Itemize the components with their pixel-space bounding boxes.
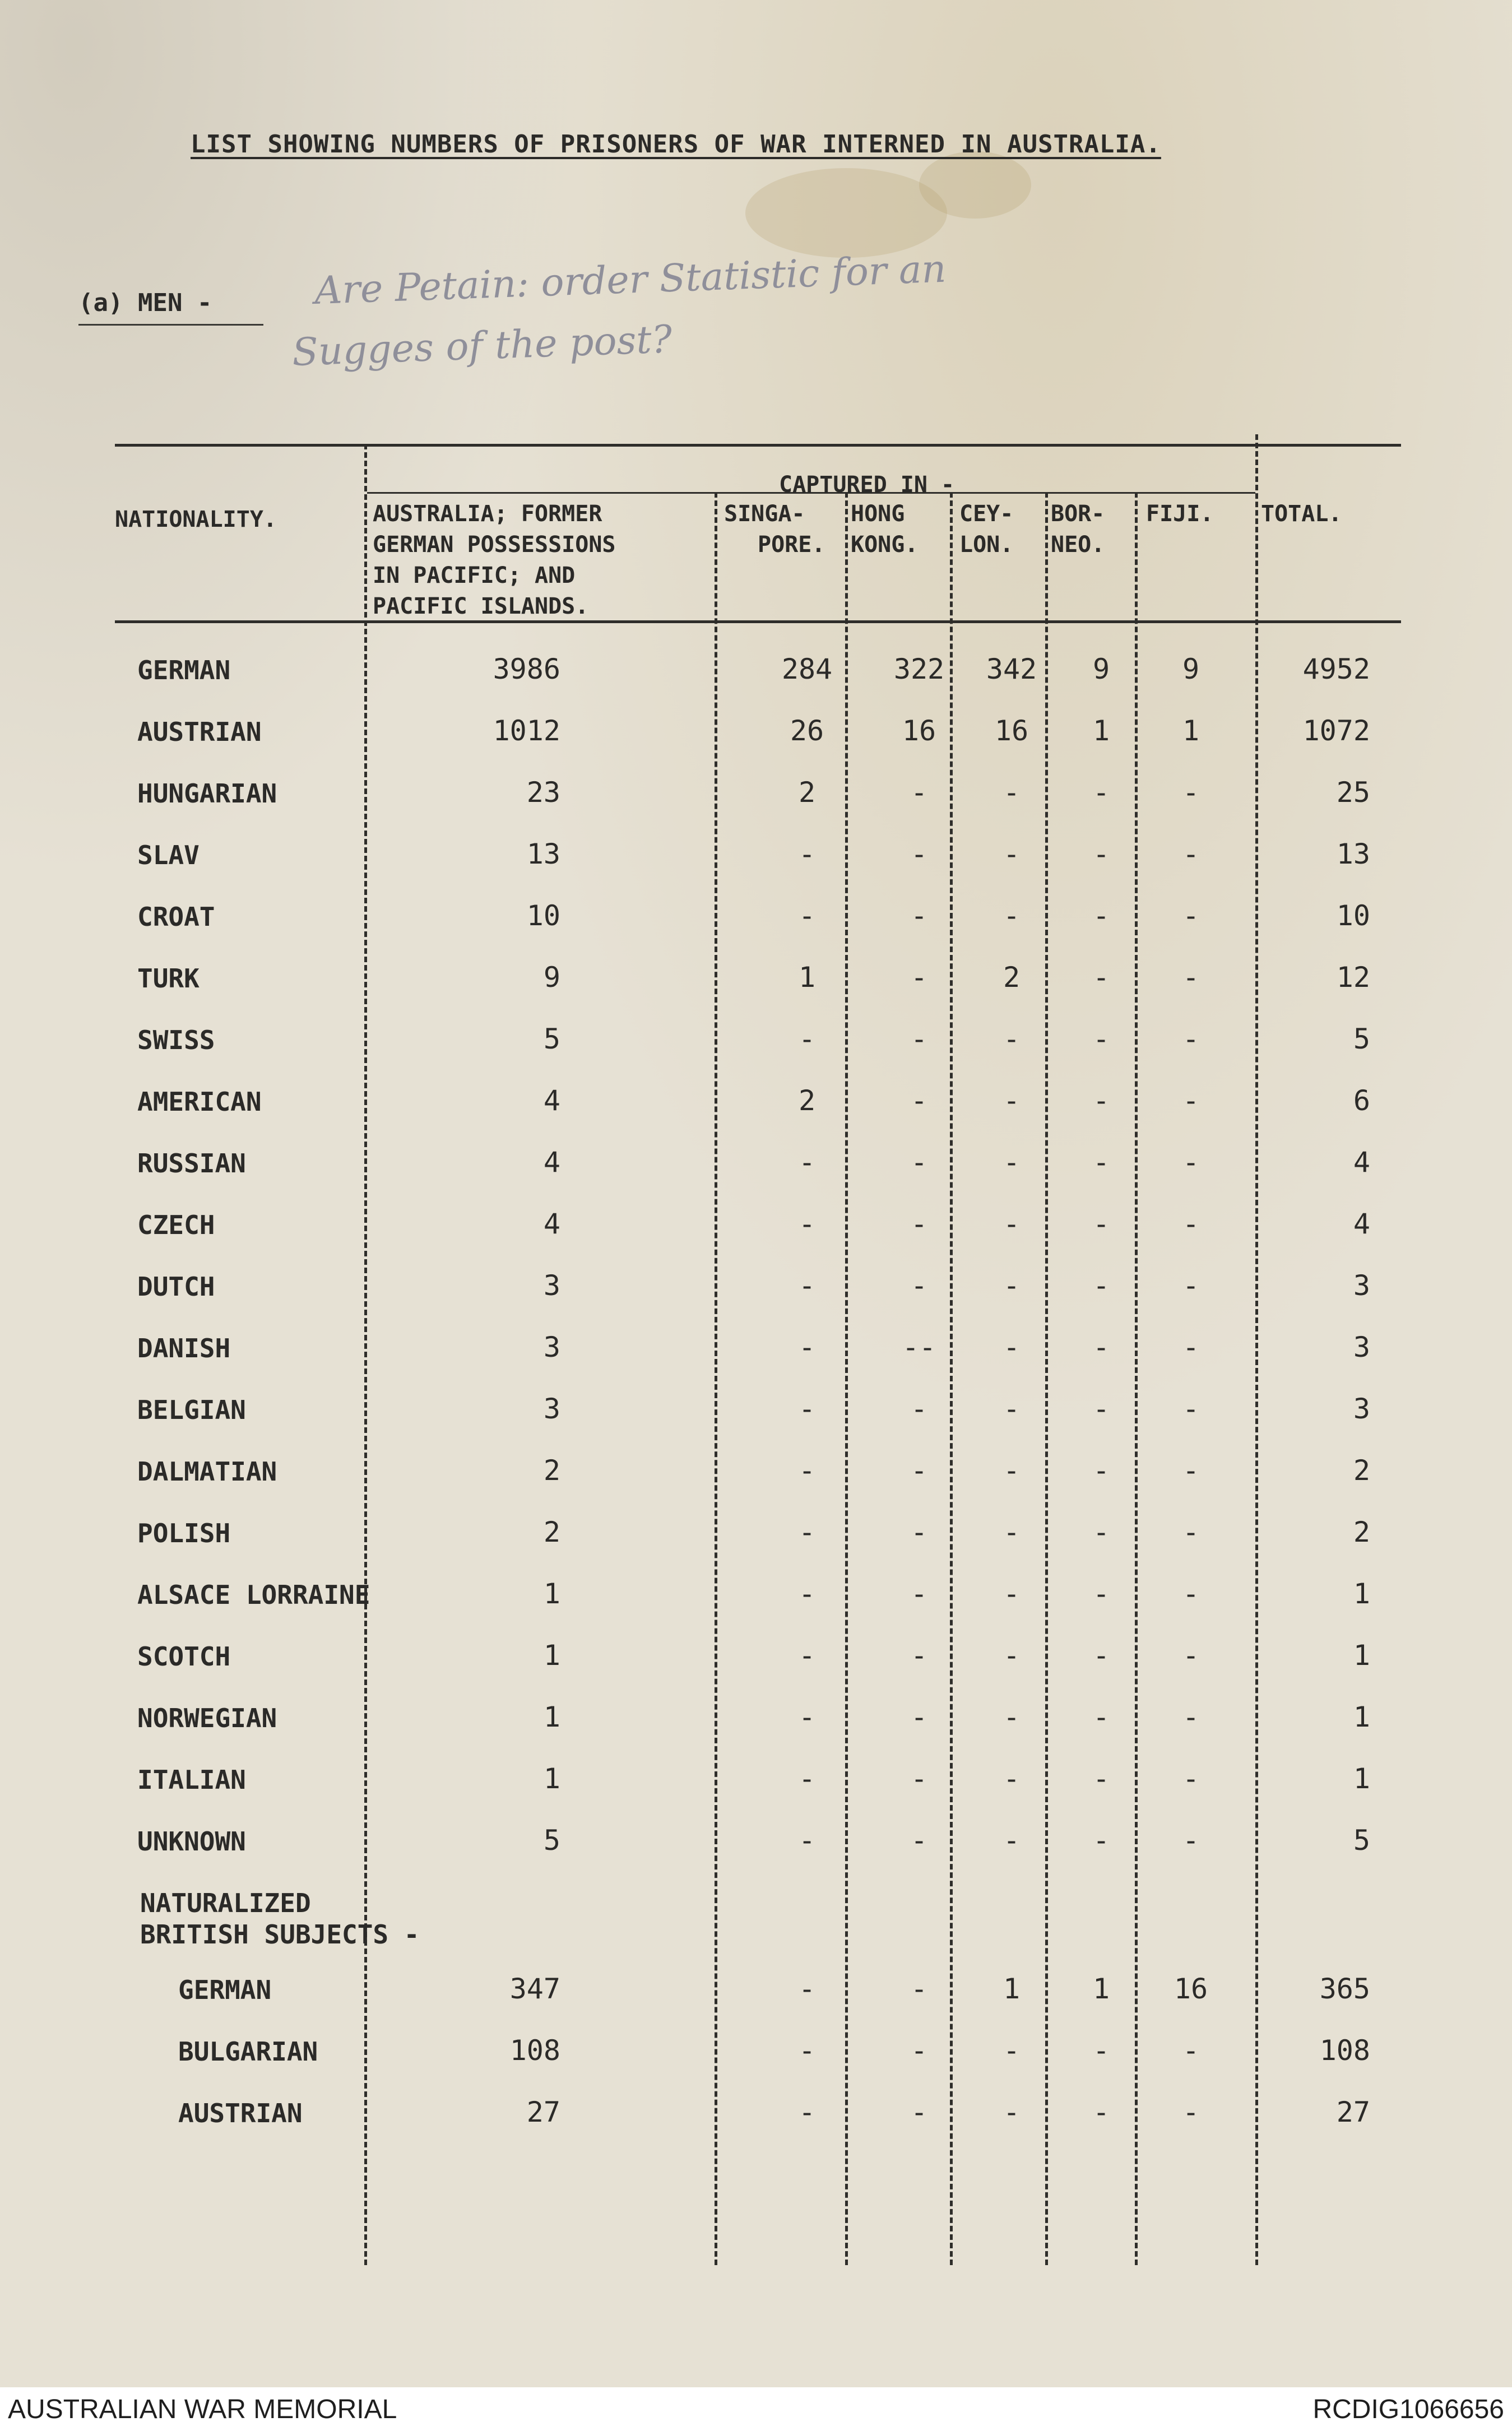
- paper-stain: [919, 151, 1031, 219]
- cell-borneo: 1: [1092, 715, 1110, 747]
- cell-total: 365: [1319, 1973, 1370, 2005]
- section-label: (a) MEN -: [78, 289, 212, 317]
- cell-singapore: -: [798, 1331, 816, 1363]
- cell-ceylon: -: [1003, 1146, 1021, 1179]
- cell-borneo: -: [1092, 1824, 1110, 1857]
- cell-borneo: -: [1092, 899, 1110, 932]
- cell-borneo: -: [1092, 1084, 1110, 1117]
- cell-australia: 13: [526, 838, 560, 870]
- cell-singapore: 284: [781, 653, 833, 685]
- cell-hongkong: -: [910, 1701, 928, 1733]
- captured-in-header: CAPTURED IN -: [779, 472, 955, 498]
- cell-ceylon: 342: [986, 653, 1037, 685]
- row-nationality: AUSTRIAN: [137, 717, 262, 747]
- column-divider: [364, 444, 367, 2265]
- cell-fiji: -: [1182, 1762, 1200, 1795]
- handwritten-note-line-2: Sugges of the post?: [291, 317, 673, 375]
- cell-australia: 1: [543, 1639, 560, 1672]
- cell-australia: 1012: [493, 715, 560, 747]
- cell-total: 2: [1353, 1516, 1370, 1548]
- cell-fiji: -: [1182, 1208, 1200, 1240]
- cell-ceylon: -: [1003, 899, 1021, 932]
- cell-fiji: 9: [1182, 653, 1200, 685]
- cell-hongkong: -: [910, 1454, 928, 1487]
- cell-australia: 9: [543, 961, 560, 994]
- row-nationality: BELGIAN: [137, 1395, 246, 1425]
- cell-hongkong: -: [910, 2096, 928, 2128]
- document-title: LIST SHOWING NUMBERS OF PRISONERS OF WAR INTERNED IN AUSTRALIA.: [191, 130, 1161, 159]
- cell-ceylon: -: [1003, 1516, 1021, 1548]
- cell-borneo: -: [1092, 1393, 1110, 1425]
- cell-fiji: -: [1182, 1146, 1200, 1179]
- cell-hongkong: -: [910, 1762, 928, 1795]
- cell-fiji: -: [1182, 776, 1200, 809]
- cell-ceylon: -: [1003, 1639, 1021, 1672]
- cell-ceylon: -: [1003, 1269, 1021, 1302]
- cell-singapore: -: [798, 1973, 816, 2005]
- cell-australia: 2: [543, 1454, 560, 1487]
- cell-total: 1: [1353, 1701, 1370, 1733]
- row-nationality: CROAT: [137, 902, 215, 932]
- cell-fiji: -: [1182, 1084, 1200, 1117]
- cell-singapore: -: [798, 1762, 816, 1795]
- header-hongkong: HONG KONG.: [851, 501, 919, 558]
- cell-ceylon: -: [1003, 1331, 1021, 1363]
- header-nationality: NATIONALITY.: [115, 507, 277, 532]
- cell-total: 3: [1353, 1393, 1370, 1425]
- cell-singapore: -: [798, 1208, 816, 1240]
- cell-hongkong: -: [910, 2034, 928, 2067]
- cell-ceylon: -: [1003, 1208, 1021, 1240]
- cell-singapore: -: [798, 1824, 816, 1857]
- cell-hongkong: -: [910, 1824, 928, 1857]
- cell-fiji: -: [1182, 899, 1200, 932]
- cell-hongkong: -: [910, 1639, 928, 1672]
- cell-total: 3: [1353, 1331, 1370, 1363]
- cell-fiji: -: [1182, 1578, 1200, 1610]
- row-nationality: DALMATIAN: [137, 1456, 277, 1487]
- cell-borneo: -: [1092, 1269, 1110, 1302]
- cell-australia: 3: [543, 1331, 560, 1363]
- cell-fiji: -: [1182, 1701, 1200, 1733]
- cell-hongkong: --: [902, 1331, 936, 1363]
- cell-australia: 10: [526, 899, 560, 932]
- cell-total: 13: [1336, 838, 1370, 870]
- cell-fiji: 16: [1174, 1973, 1208, 2005]
- cell-singapore: -: [798, 1269, 816, 1302]
- cell-singapore: -: [798, 2034, 816, 2067]
- cell-hongkong: -: [910, 1023, 928, 1055]
- paper-stain: [745, 168, 947, 258]
- row-nationality: AMERICAN: [137, 1087, 262, 1117]
- cell-australia: 347: [509, 1973, 560, 2005]
- row-nationality: BULGARIAN: [178, 2036, 318, 2067]
- cell-singapore: -: [798, 899, 816, 932]
- cell-hongkong: 322: [893, 653, 945, 685]
- section-underline: [78, 324, 263, 326]
- header-borneo: BOR- NEO.: [1051, 501, 1105, 558]
- cell-singapore: -: [798, 2096, 816, 2128]
- cell-borneo: -: [1092, 1331, 1110, 1363]
- cell-total: 10: [1336, 899, 1370, 932]
- row-nationality: ITALIAN: [137, 1765, 246, 1795]
- cell-ceylon: -: [1003, 1454, 1021, 1487]
- cell-australia: 2: [543, 1516, 560, 1548]
- row-nationality: AUSTRIAN: [178, 2098, 303, 2128]
- cell-hongkong: -: [910, 1393, 928, 1425]
- row-nationality: GERMAN: [178, 1975, 272, 2005]
- row-nationality: GERMAN: [137, 655, 231, 685]
- cell-fiji: -: [1182, 1824, 1200, 1857]
- row-nationality: POLISH: [137, 1518, 231, 1548]
- cell-borneo: -: [1092, 1454, 1110, 1487]
- cell-hongkong: -: [910, 899, 928, 932]
- cell-hongkong: -: [910, 1269, 928, 1302]
- cell-singapore: 2: [798, 776, 816, 809]
- row-nationality: HUNGARIAN: [137, 778, 277, 809]
- cell-hongkong: -: [910, 1973, 928, 2005]
- cell-borneo: 9: [1092, 653, 1110, 685]
- cell-total: 108: [1319, 2034, 1370, 2067]
- cell-australia: 4: [543, 1084, 560, 1117]
- cell-borneo: -: [1092, 1578, 1110, 1610]
- cell-australia: 108: [509, 2034, 560, 2067]
- cell-hongkong: -: [910, 1084, 928, 1117]
- cell-borneo: 1: [1092, 1973, 1110, 2005]
- cell-total: 12: [1336, 961, 1370, 994]
- row-nationality: SCOTCH: [137, 1641, 231, 1672]
- row-nationality: DANISH: [137, 1333, 231, 1363]
- cell-hongkong: 16: [902, 715, 936, 747]
- cell-total: 6: [1353, 1084, 1370, 1117]
- cell-fiji: -: [1182, 1269, 1200, 1302]
- row-nationality: TURK: [137, 963, 200, 994]
- cell-borneo: -: [1092, 961, 1110, 994]
- cell-total: 4: [1353, 1208, 1370, 1240]
- cell-fiji: 1: [1182, 715, 1200, 747]
- footer-source: AUSTRALIAN WAR MEMORIAL: [8, 2395, 397, 2424]
- cell-singapore: -: [798, 1701, 816, 1733]
- cell-singapore: 26: [790, 715, 824, 747]
- row-nationality: NORWEGIAN: [137, 1703, 277, 1733]
- cell-total: 3: [1353, 1269, 1370, 1302]
- cell-fiji: -: [1182, 838, 1200, 870]
- header-total: TOTAL.: [1261, 501, 1342, 527]
- column-divider: [715, 492, 717, 2265]
- cell-australia: 3: [543, 1393, 560, 1425]
- cell-fiji: -: [1182, 2096, 1200, 2128]
- row-nationality: UNKNOWN: [137, 1826, 246, 1857]
- cell-singapore: -: [798, 1023, 816, 1055]
- cell-ceylon: -: [1003, 1023, 1021, 1055]
- cell-singapore: 2: [798, 1084, 816, 1117]
- cell-australia: 27: [526, 2096, 560, 2128]
- cell-australia: 4: [543, 1146, 560, 1179]
- row-nationality: ALSACE LORRAINE: [137, 1580, 370, 1610]
- cell-australia: 1: [543, 1701, 560, 1733]
- row-nationality: SWISS: [137, 1025, 215, 1055]
- cell-hongkong: -: [910, 838, 928, 870]
- cell-fiji: -: [1182, 1516, 1200, 1548]
- row-nationality: CZECH: [137, 1210, 215, 1240]
- cell-total: 4952: [1302, 653, 1370, 685]
- cell-ceylon: -: [1003, 1393, 1021, 1425]
- header-fiji: FIJI.: [1146, 501, 1214, 527]
- cell-hongkong: -: [910, 1578, 928, 1610]
- cell-ceylon: -: [1003, 776, 1021, 809]
- row-nationality: SLAV: [137, 840, 200, 870]
- cell-hongkong: -: [910, 961, 928, 994]
- cell-ceylon: -: [1003, 1824, 1021, 1857]
- cell-ceylon: 16: [994, 715, 1029, 747]
- cell-total: 1: [1353, 1762, 1370, 1795]
- cell-singapore: -: [798, 1639, 816, 1672]
- cell-fiji: -: [1182, 1331, 1200, 1363]
- cell-borneo: -: [1092, 1516, 1110, 1548]
- cell-australia: 3986: [493, 653, 560, 685]
- cell-singapore: -: [798, 1578, 816, 1610]
- cell-singapore: -: [798, 1516, 816, 1548]
- cell-borneo: -: [1092, 2096, 1110, 2128]
- cell-fiji: -: [1182, 1023, 1200, 1055]
- cell-borneo: -: [1092, 1208, 1110, 1240]
- cell-ceylon: 1: [1003, 1973, 1021, 2005]
- cell-singapore: 1: [798, 961, 816, 994]
- cell-borneo: -: [1092, 1701, 1110, 1733]
- cell-borneo: -: [1092, 1023, 1110, 1055]
- cell-singapore: -: [798, 1454, 816, 1487]
- cell-hongkong: -: [910, 1208, 928, 1240]
- cell-fiji: -: [1182, 2034, 1200, 2067]
- row-nationality: DUTCH: [137, 1272, 215, 1302]
- cell-hongkong: -: [910, 1516, 928, 1548]
- cell-ceylon: -: [1003, 2034, 1021, 2067]
- cell-borneo: -: [1092, 1639, 1110, 1672]
- cell-fiji: -: [1182, 1639, 1200, 1672]
- cell-total: 27: [1336, 2096, 1370, 2128]
- cell-total: 4: [1353, 1146, 1370, 1179]
- cell-borneo: -: [1092, 1762, 1110, 1795]
- cell-ceylon: -: [1003, 1084, 1021, 1117]
- cell-borneo: -: [1092, 1146, 1110, 1179]
- cell-total: 1: [1353, 1639, 1370, 1672]
- header-ceylon: CEY- LON.: [959, 501, 1014, 558]
- cell-ceylon: -: [1003, 1701, 1021, 1733]
- cell-ceylon: -: [1003, 1762, 1021, 1795]
- cell-ceylon: -: [1003, 2096, 1021, 2128]
- cell-fiji: -: [1182, 1393, 1200, 1425]
- cell-singapore: -: [798, 1146, 816, 1179]
- cell-ceylon: 2: [1003, 961, 1021, 994]
- naturalized-label: NATURALIZED BRITISH SUBJECTS -: [140, 1888, 420, 1950]
- header-singapore: SINGA- PORE.: [724, 501, 825, 558]
- cell-hongkong: -: [910, 1146, 928, 1179]
- cell-singapore: -: [798, 1393, 816, 1425]
- handwritten-note-line-1: Are Petain: order Statistic for an: [314, 247, 947, 313]
- cell-fiji: -: [1182, 961, 1200, 994]
- cell-total: 1072: [1302, 715, 1370, 747]
- cell-hongkong: -: [910, 776, 928, 809]
- cell-singapore: -: [798, 838, 816, 870]
- cell-australia: 5: [543, 1824, 560, 1857]
- cell-ceylon: -: [1003, 838, 1021, 870]
- cell-australia: 1: [543, 1762, 560, 1795]
- header-australia: AUSTRALIA; FORMER GERMAN POSSESSIONS IN PACIFIC; AND PACIFIC ISLANDS.: [373, 501, 616, 619]
- cell-borneo: -: [1092, 776, 1110, 809]
- cell-australia: 4: [543, 1208, 560, 1240]
- cell-total: 5: [1353, 1023, 1370, 1055]
- cell-borneo: -: [1092, 2034, 1110, 2067]
- row-nationality: RUSSIAN: [137, 1148, 246, 1179]
- cell-fiji: -: [1182, 1454, 1200, 1487]
- table-top-rule: [115, 444, 1401, 447]
- cell-australia: 1: [543, 1578, 560, 1610]
- cell-australia: 3: [543, 1269, 560, 1302]
- cell-borneo: -: [1092, 838, 1110, 870]
- cell-total: 1: [1353, 1578, 1370, 1610]
- cell-total: 2: [1353, 1454, 1370, 1487]
- cell-total: 5: [1353, 1824, 1370, 1857]
- footer-reference: RCDIG1066656: [1312, 2395, 1504, 2424]
- cell-australia: 23: [526, 776, 560, 809]
- cell-total: 25: [1336, 776, 1370, 809]
- table-header-rule: [115, 620, 1401, 623]
- cell-australia: 5: [543, 1023, 560, 1055]
- cell-ceylon: -: [1003, 1578, 1021, 1610]
